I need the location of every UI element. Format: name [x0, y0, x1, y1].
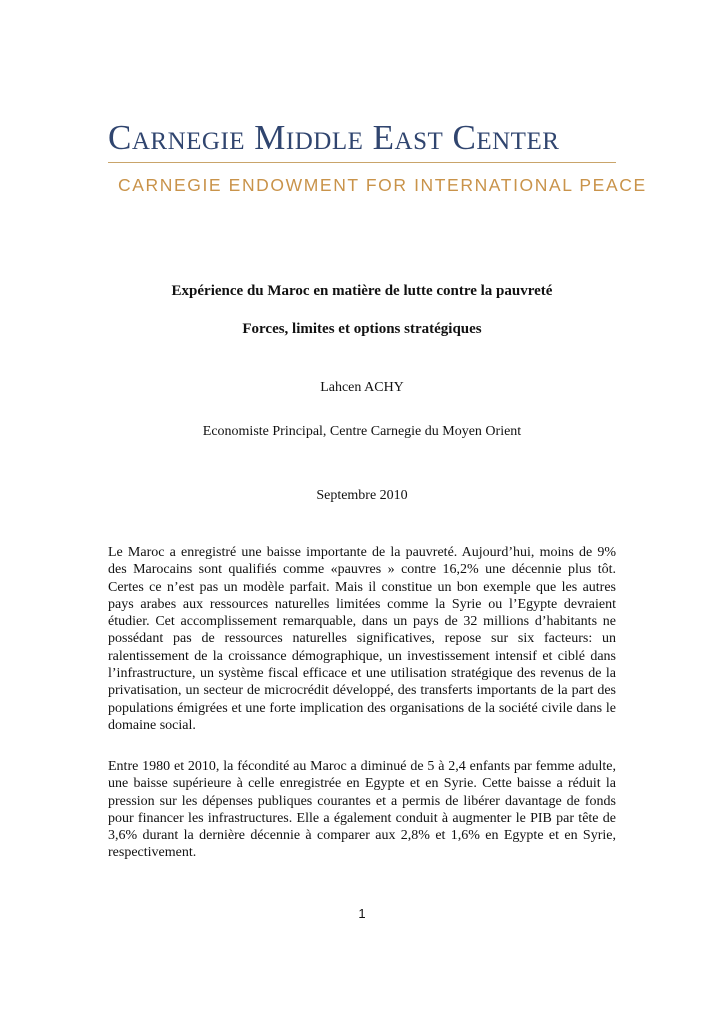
logo-wordmark: Carnegie Middle East Center	[108, 118, 560, 157]
document-subtitle: Forces, limites et options stratégiques	[242, 321, 482, 337]
logo-divider	[108, 162, 616, 163]
publication-date: Septembre 2010	[316, 488, 408, 503]
author-affiliation: Economiste Principal, Centre Carnegie du Moyen Orient	[202, 424, 522, 439]
document-title: Expérience du Maroc en matière de lutte contre la pauvreté	[171, 283, 553, 299]
page-number: 1	[358, 906, 366, 921]
body-paragraph-2: Entre 1980 et 2010, la fécondité au Maroc a diminué de 5 à 2,4 enfants par femme adulte, une baisse supérieure à celle enregistrée en Egypte et en Syrie. Cette baisse a réduit la pression sur les dépenses publiques courantes et a permis de libérer davantage de fonds pour financer les infrastructures. Elle a également conduit à augmenter le PIB par tête de 3,6% durant la dernière décennie à comparer aux 2,8% et 1,6% en Egypte et en Syrie, respectivement.	[108, 759, 616, 861]
logo-tagline: CARNEGIE ENDOWMENT FOR INTERNATIONAL PEACE	[118, 175, 647, 195]
author-name: Lahcen ACHY	[320, 380, 404, 395]
body-paragraph-1: Le Maroc a enregistré une baisse importante de la pauvreté. Aujourd’hui, moins de 9% des Marocains sont qualifiés comme «pauvres » contre 16,2% une décennie plus tôt. Certes ce n’est pas un modèle parfait. Mais il constitue un bon exemple que les autres pays arabes aux ressources naturelles limitées comme la Syrie ou l’Egypte devraient étudier. Cet accomplissement remarquable, dans un pays de 32 millions d’habitants ne possédant pas de ressources naturelles significatives, repose sur six facteurs: un ralentissement de la croissance démographique, un investissement intensif et ciblé dans l’infrastructure, un système fiscal efficace et une utilisation stratégique des revenus de la privatisation, un secteur de microcrédit développé, des transferts importants de la part des populations émigrées et une forte implication des organisations de la société civile dans le domaine social.	[108, 545, 616, 733]
